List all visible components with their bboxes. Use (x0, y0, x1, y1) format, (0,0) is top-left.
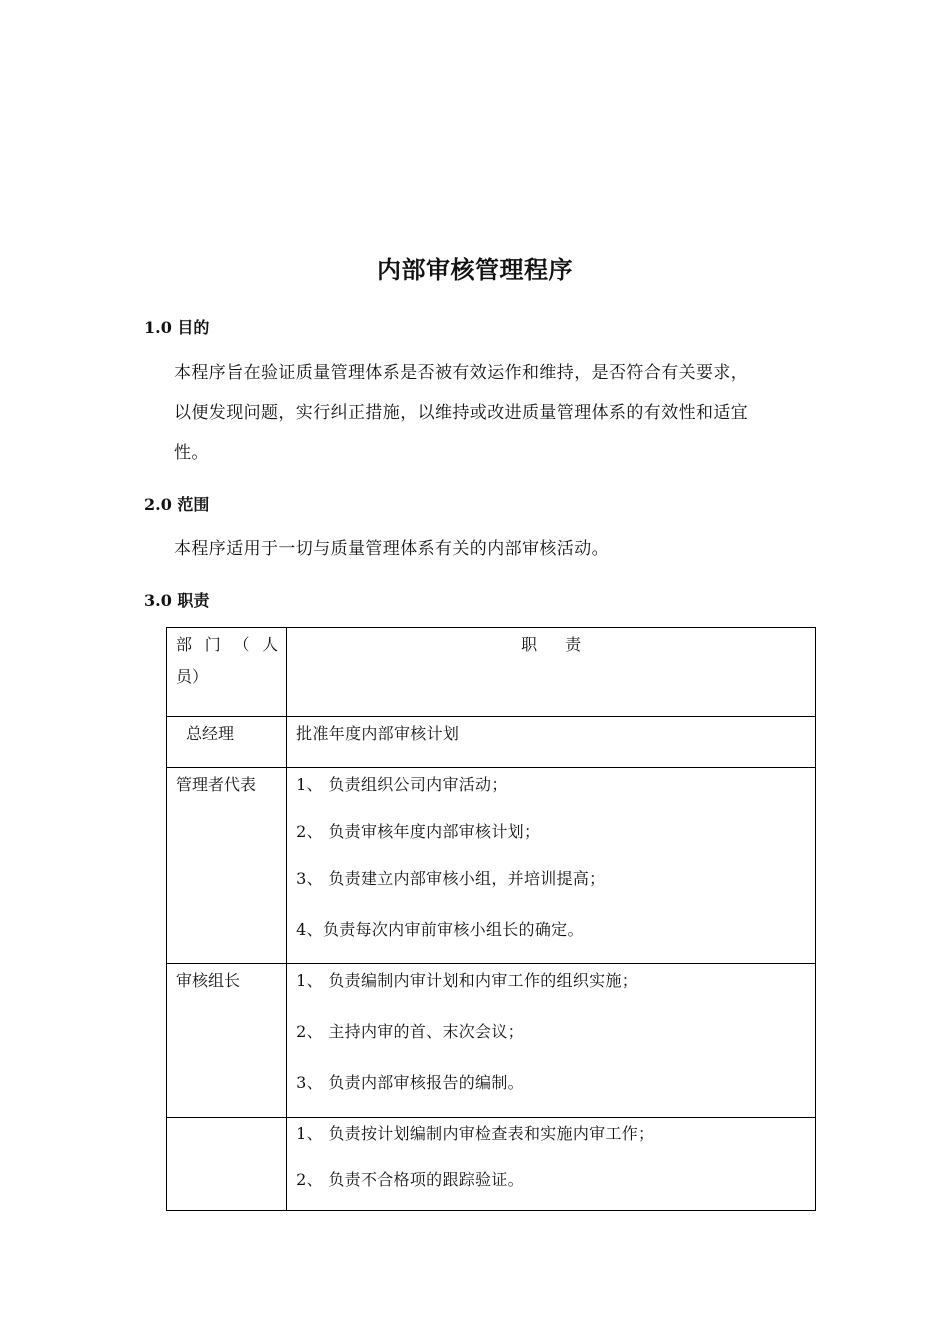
duty-cell (287, 717, 816, 768)
table-row (167, 717, 816, 768)
header-cell-duty (287, 628, 816, 717)
dept-header-line1 (167, 629, 286, 661)
paragraph-line: 以便发现问题，实行纠正措施，以维持或改进质量管理体系的有效性和适宜 (174, 403, 749, 423)
dept-label: 总经理 (186, 724, 235, 743)
section-heading-scope: 2.0 范围 (144, 495, 210, 514)
duty-line: 3、 负责建立内部审核小组，并培训提高； (296, 869, 606, 888)
dept-cell (167, 964, 287, 1118)
duty-cell (287, 1118, 816, 1211)
duty-cell (287, 768, 816, 964)
paragraph-line: 本程序适用于一切与质量管理体系有关的内部审核活动。 (174, 539, 609, 559)
dept-header-char: 门 (204, 635, 221, 654)
duty-line: 1、 负责按计划编制内审检查表和实施内审工作； (296, 1124, 655, 1143)
page-title: 内部审核管理程序 (377, 255, 573, 284)
duty-line: 批准年度内部审核计划 (296, 724, 460, 743)
duty-line: 3、 负责内部审核报告的编制。 (296, 1073, 524, 1092)
dept-header-line2: 员） (176, 667, 209, 686)
responsibility-table (166, 627, 816, 1211)
dept-header-char: 人 (262, 635, 279, 654)
paragraph-line: 性。 (174, 443, 209, 463)
table-row (167, 964, 816, 1118)
header-cell-department (167, 628, 287, 717)
dept-cell (167, 768, 287, 964)
table-header-row (167, 628, 816, 717)
section-heading-purpose: 1.0 目的 (144, 318, 210, 337)
table-row (167, 768, 816, 964)
dept-header-char: 部 (176, 635, 193, 654)
dept-cell (167, 1118, 287, 1211)
duty-line: 1、 负责编制内审计划和内审工作的组织实施； (296, 971, 639, 990)
duty-line: 2、 负责不合格项的跟踪验证。 (296, 1170, 524, 1189)
duty-line: 2、 主持内审的首、末次会议； (296, 1022, 524, 1041)
dept-label: 审核组长 (176, 971, 241, 990)
paragraph-line: 本程序旨在验证质量管理体系是否被有效运作和维持，是否符合有关要求， (174, 363, 749, 383)
duty-line: 1、 负责组织公司内审活动； (296, 775, 508, 794)
dept-label: 管理者代表 (176, 775, 257, 794)
duty-line: 4、负责每次内审前审核小组长的确定。 (296, 920, 584, 939)
purpose-paragraph (174, 353, 814, 473)
table-row (167, 1118, 816, 1211)
scope-paragraph (174, 529, 814, 569)
dept-cell (167, 717, 287, 768)
duty-cell (287, 964, 816, 1118)
section-heading-responsibilities: 3.0 职责 (144, 591, 210, 610)
duty-line: 2、 负责审核年度内部审核计划； (296, 822, 541, 841)
duty-header-label: 职责 (521, 635, 610, 654)
dept-header-char: （ (233, 635, 250, 654)
